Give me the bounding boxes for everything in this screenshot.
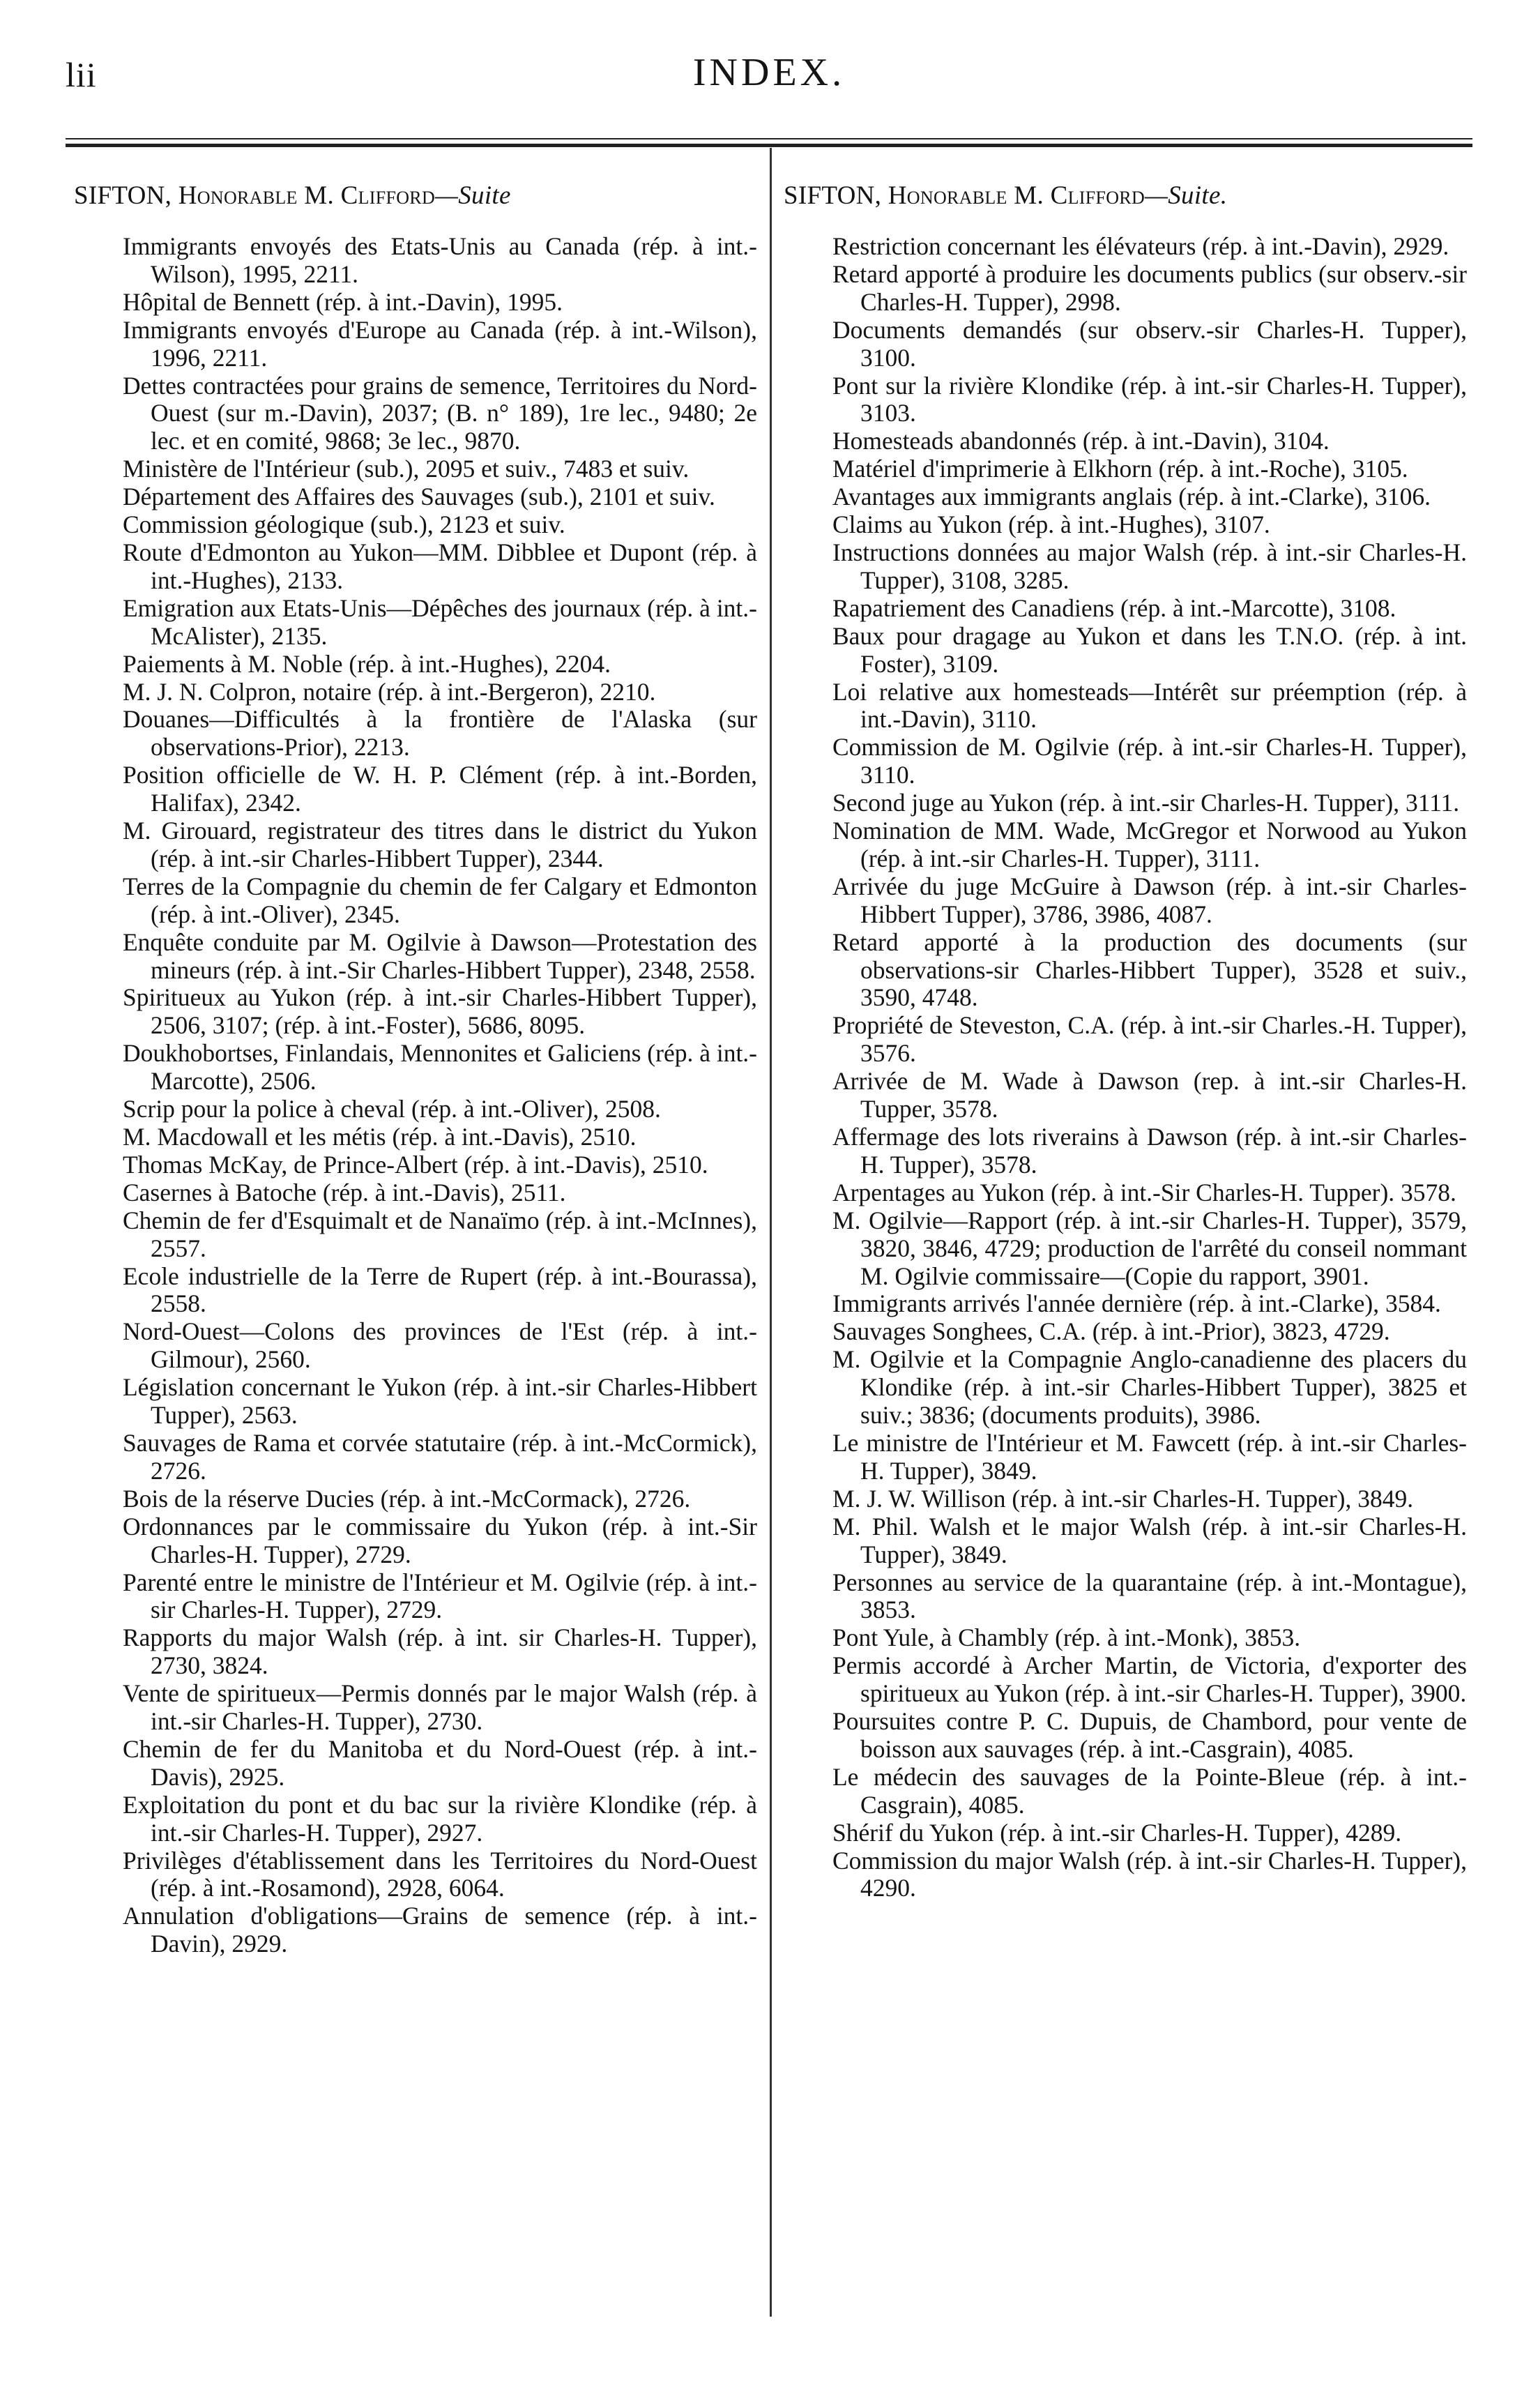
index-entry: Arrivée du juge McGuire à Dawson (rép. à int.-sir Charles-Hibbert Tupper), 3786, 3986, 4087.	[832, 872, 1467, 928]
heading-name: SIFTON,	[784, 181, 882, 210]
right-entry-list	[784, 233, 1467, 1902]
index-entry: Terres de la Compagnie du chemin de fer Calgary et Edmonton (rép. à int.-Oliver), 2345.	[123, 872, 757, 928]
index-entry: Enquête conduite par M. Ogilvie à Dawson—Protestation des mineurs (rép. à int.-Sir Charles-Hibbert Tupper), 2348, 2558.	[123, 927, 757, 984]
index-entry: Sauvages de Rama et corvée statutaire (rép. à int.-McCormick), 2726.	[123, 1428, 757, 1485]
index-entry: Privilèges d'établissement dans les Territoires du Nord-Ouest (rép. à int.-Rosamond), 2928, 6064.	[123, 1846, 757, 1902]
index-entry: M. Phil. Walsh et le major Walsh (rép. à int.-sir Charles-H. Tupper), 3849.	[832, 1512, 1467, 1568]
index-entry: Sauvages Songhees, C.A. (rép. à int.-Prior), 3823, 4729.	[832, 1317, 1390, 1346]
index-entry: Arpentages au Yukon (rép. à int.-Sir Charles-H. Tupper). 3578.	[832, 1178, 1456, 1206]
index-entry: Homesteads abandonnés (rép. à int.-Davin), 3104.	[832, 427, 1330, 455]
index-entry: Le médecin des sauvages de la Pointe-Bleue (rép. à int.-Casgrain), 4085.	[832, 1762, 1467, 1819]
index-entry: Second juge au Yukon (rép. à int.-sir Charles-H. Tupper), 3111.	[832, 789, 1460, 817]
index-entry: Baux pour dragage au Yukon et dans les T.N.O. (rép. à int. Foster), 3109.	[832, 621, 1467, 678]
header-rule-thick	[66, 144, 1472, 147]
index-entry: Casernes à Batoche (rép. à int.-Davis), 2511.	[123, 1178, 566, 1206]
index-entry: Scrip pour la police à cheval (rép. à int.-Oliver), 2508.	[123, 1095, 661, 1123]
index-entry: Douanes—Difficultés à la frontière de l'Alaska (sur observations-Prior), 2213.	[123, 705, 757, 762]
index-entry: M. Ogilvie et la Compagnie Anglo-canadienne des placers du Klondike (rép. à int.-sir Charles-Hibbert Tupper), 3825 et suiv.; 3836; (documents produits), 3986.	[832, 1345, 1467, 1430]
index-entry: Poursuites contre P. C. Dupuis, de Chambord, pour vente de boisson aux sauvages (rép. à int.-Casgrain), 4085.	[832, 1707, 1467, 1763]
running-title: INDEX.	[692, 51, 846, 94]
index-entry: Pont sur la rivière Klondike (rép. à int.-sir Charles-H. Tupper), 3103.	[832, 371, 1467, 427]
index-entry: Instructions données au major Walsh (rép. à int.-sir Charles-H. Tupper), 3108, 3285.	[832, 538, 1467, 594]
index-entry: Retard apporté à la production des documents (sur observations-sir Charles-Hibbert Tupper), 3528 et suiv., 3590, 4748.	[832, 927, 1467, 1012]
right-column-heading	[784, 179, 1467, 213]
heading-continuation: —Suite.	[1145, 181, 1228, 210]
index-entry: Permis accordé à Archer Martin, de Victoria, d'exporter des spiritueux au Yukon (rép. à int.-sir Charles-H. Tupper), 3900.	[832, 1651, 1467, 1708]
index-entry: Exploitation du pont et du bac sur la rivière Klondike (rép. à int.-sir Charles-H. Tupper), 2927.	[123, 1790, 757, 1847]
index-entry: Matériel d'imprimerie à Elkhorn (rép. à int.-Roche), 3105.	[832, 455, 1408, 483]
right-column	[784, 179, 1467, 1902]
index-entry: Bois de la réserve Ducies (rép. à int.-McCormack), 2726.	[123, 1484, 691, 1513]
heading-continuation: —Suite	[435, 181, 511, 210]
index-entry: Ministère de l'Intérieur (sub.), 2095 et suiv., 7483 et suiv.	[123, 455, 690, 483]
column-divider	[770, 148, 772, 2317]
index-entry: Commission géologique (sub.), 2123 et suiv.	[123, 510, 565, 539]
index-entry: M. Girouard, registrateur des titres dans le district du Yukon (rép. à int.-sir Charles-Hibbert Tupper), 2344.	[123, 817, 757, 872]
index-entry: Immigrants envoyés des Etats-Unis au Canada (rép. à int.-Wilson), 1995, 2211.	[123, 232, 757, 288]
index-entry: Position officielle de W. H. P. Clément (rép. à int.-Borden, Halifax), 2342.	[123, 761, 757, 817]
index-entry: Annulation d'obligations—Grains de semence (rép. à int.-Davin), 2929.	[123, 1902, 757, 1958]
index-entry: Législation concernant le Yukon (rép. à int.-sir Charles-Hibbert Tupper), 2563.	[123, 1373, 757, 1430]
index-entry: Ordonnances par le commissaire du Yukon (rép. à int.-Sir Charles-H. Tupper), 2729.	[123, 1512, 757, 1568]
index-entry: Shérif du Yukon (rép. à int.-sir Charles-H. Tupper), 4289.	[832, 1818, 1402, 1847]
page-number: lii	[66, 55, 97, 94]
index-entry: Dettes contractées pour grains de semence, Territoires du Nord-Ouest (sur m.-Davin), 2037; (B. n° 189), 1re lec., 9480; 2e lec. et en comité, 9868; 3e lec., 9870.	[123, 371, 757, 455]
index-entry: Retard apporté à produire les documents publics (sur observ.-sir Charles-H. Tupper), 2998.	[832, 259, 1467, 316]
index-entry: Avantages aux immigrants anglais (rép. à int.-Clarke), 3106.	[832, 483, 1431, 511]
index-entry: Affermage des lots riverains à Dawson (rép. à int.-sir Charles-H. Tupper), 3578.	[832, 1123, 1467, 1179]
left-entry-list	[74, 233, 757, 1958]
index-entry: Loi relative aux homesteads—Intérêt sur préemption (rép. à int.-Davin), 3110.	[832, 677, 1467, 734]
left-column	[74, 179, 757, 1958]
index-entry: M. Macdowall et les métis (rép. à int.-Davis), 2510.	[123, 1123, 637, 1151]
index-entry: Propriété de Steveston, C.A. (rép. à int.-sir Charles.-H. Tupper), 3576.	[832, 1011, 1467, 1068]
index-entry: M. Ogilvie—Rapport (rép. à int.-sir Charles-H. Tupper), 3579, 3820, 3846, 4729; production de l'arrêté du conseil nommant M. Ogilvie commissaire—(Copie du rapport, 3901.	[832, 1206, 1467, 1290]
index-entry: M. J. N. Colpron, notaire (rép. à int.-Bergeron), 2210.	[123, 677, 656, 706]
index-entry: Parenté entre le ministre de l'Intérieur et M. Ogilvie (rép. à int.-sir Charles-H. Tupper), 2729.	[123, 1568, 757, 1624]
index-entry: Arrivée de M. Wade à Dawson (rep. à int.-sir Charles-H. Tupper, 3578.	[832, 1067, 1467, 1123]
index-entry: Documents demandés (sur observ.-sir Charles-H. Tupper), 3100.	[832, 315, 1467, 372]
index-entry: Chemin de fer d'Esquimalt et de Nanaïmo (rép. à int.-McInnes), 2557.	[123, 1206, 757, 1262]
index-entry: Immigrants envoyés d'Europe au Canada (rép. à int.-Wilson), 1996, 2211.	[123, 315, 757, 372]
index-entry: Claims au Yukon (rép. à int.-Hughes), 3107.	[832, 510, 1270, 539]
heading-honorific: Honorable M. Clifford	[888, 181, 1145, 210]
index-entry: Ecole industrielle de la Terre de Rupert (rép. à int.-Bourassa), 2558.	[123, 1262, 757, 1318]
index-entry: Doukhobortses, Finlandais, Mennonites et Galiciens (rép. à int.-Marcotte), 2506.	[123, 1039, 757, 1096]
left-column-heading	[74, 179, 757, 213]
index-entry: Emigration aux Etats-Unis—Dépêches des journaux (rép. à int.-McAlister), 2135.	[123, 593, 757, 650]
index-entry: Chemin de fer du Manitoba et du Nord-Ouest (rép. à int.-Davis), 2925.	[123, 1734, 757, 1791]
index-entry: Paiements à M. Noble (rép. à int.-Hughes), 2204.	[123, 649, 611, 678]
index-entry: Commission de M. Ogilvie (rép. à int.-sir Charles-H. Tupper), 3110.	[832, 733, 1467, 789]
index-entry: Commission du major Walsh (rép. à int.-sir Charles-H. Tupper), 4290.	[832, 1846, 1467, 1902]
index-entry: Le ministre de l'Intérieur et M. Fawcett (rép. à int.-sir Charles-H. Tupper), 3849.	[832, 1428, 1467, 1485]
heading-honorific: Honorable M. Clifford	[178, 181, 436, 210]
index-entry: Personnes au service de la quarantaine (rép. à int.-Montague), 3853.	[832, 1568, 1467, 1624]
index-entry: Rapatriement des Canadiens (rép. à int.-Marcotte), 3108.	[832, 593, 1396, 622]
header-rule-thin	[66, 138, 1472, 139]
index-entry: Département des Affaires des Sauvages (sub.), 2101 et suiv.	[123, 483, 715, 511]
index-entry: Pont Yule, à Chambly (rép. à int.-Monk), 3853.	[832, 1623, 1301, 1652]
index-entry: Nord-Ouest—Colons des provinces de l'Est (rép. à int.-Gilmour), 2560.	[123, 1317, 757, 1374]
index-entry: Thomas McKay, de Prince-Albert (rép. à int.-Davis), 2510.	[123, 1150, 708, 1179]
index-entry: Vente de spiritueux—Permis donnés par le major Walsh (rép. à int.-sir Charles-H. Tupper), 2730.	[123, 1679, 757, 1736]
index-entry: Restriction concernant les élévateurs (rép. à int.-Davin), 2929.	[832, 232, 1449, 260]
index-entry: Spiritueux au Yukon (rép. à int.-sir Charles-Hibbert Tupper), 2506, 3107; (rép. à int.-Foster), 5686, 8095.	[123, 983, 757, 1040]
index-entry: Rapports du major Walsh (rép. à int. sir Charles-H. Tupper), 2730, 3824.	[123, 1623, 757, 1680]
heading-name: SIFTON,	[74, 181, 172, 210]
index-entry: Route d'Edmonton au Yukon—MM. Dibblee et Dupont (rép. à int.-Hughes), 2133.	[123, 538, 757, 594]
index-entry: Nomination de MM. Wade, McGregor et Norwood au Yukon (rép. à int.-sir Charles-H. Tupper), 3111.	[832, 817, 1467, 872]
index-entry: M. J. W. Willison (rép. à int.-sir Charles-H. Tupper), 3849.	[832, 1484, 1414, 1513]
index-entry: Immigrants arrivés l'année dernière (rép. à int.-Clarke), 3584.	[832, 1289, 1441, 1318]
index-entry: Hôpital de Bennett (rép. à int.-Davin), 1995.	[123, 287, 563, 316]
